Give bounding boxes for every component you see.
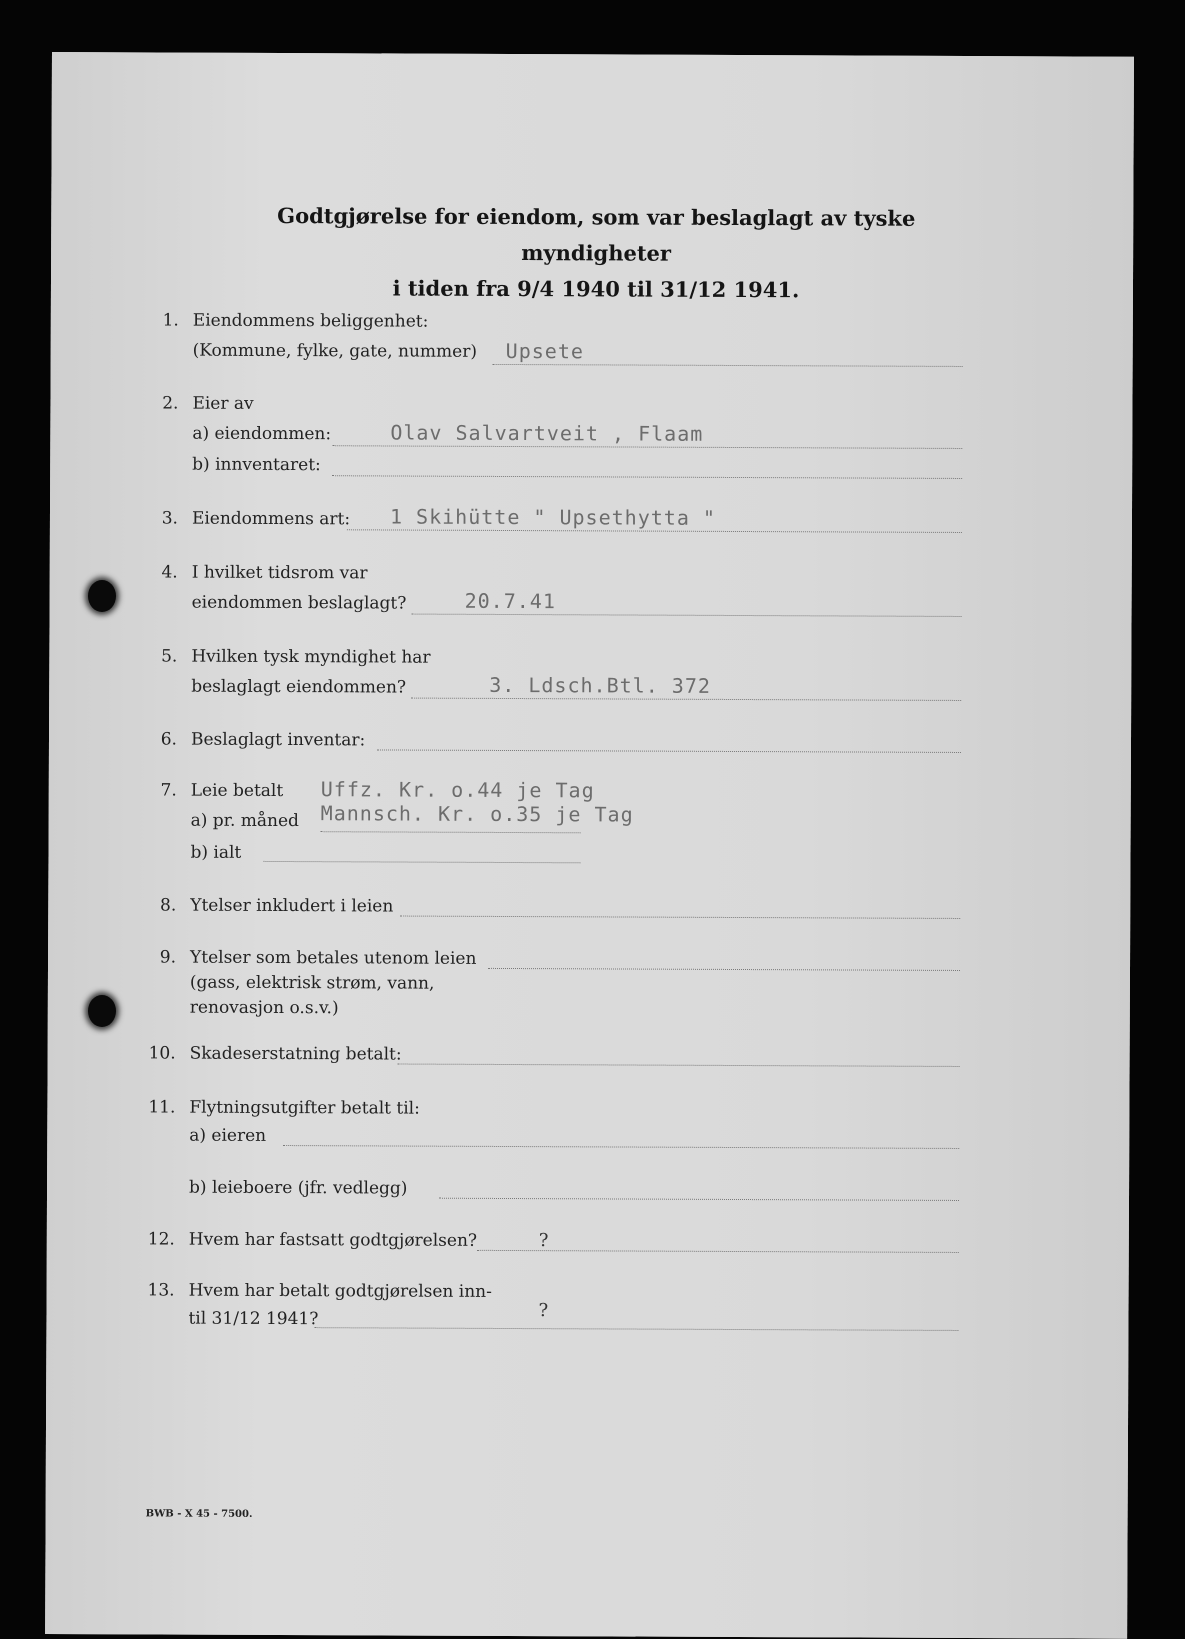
punch-hole (88, 995, 116, 1027)
item-label: (gass, elektrisk strøm, vann, (189, 972, 435, 994)
item-label: Eiendommens art: (191, 508, 351, 530)
item-label: a) pr. måned (190, 810, 299, 832)
item-label: b) leieboere (jfr. vedlegg) (189, 1177, 408, 1199)
typed-property-type: 1 Skihütte " Upsethytta " (389, 504, 717, 530)
item-label: b) innventaret: (192, 454, 321, 476)
fill-line (321, 831, 581, 833)
item-label: beslaglagt eiendommen? (191, 676, 407, 698)
item-label: I hvilket tidsrom var (191, 562, 368, 584)
item-number: 3. (161, 508, 179, 529)
fill-line (412, 614, 962, 617)
form-title (201, 198, 991, 309)
item-number: 11. (148, 1097, 176, 1118)
fill-line (477, 1250, 959, 1253)
typed-owner: Olav Salvartveit , Flaam (390, 420, 704, 446)
item-number: 2. (162, 393, 179, 414)
answer-question-mark: ? (538, 1230, 549, 1252)
item-number: 8. (159, 895, 177, 916)
fill-line (347, 529, 962, 533)
item-label: Eier av (192, 393, 254, 414)
fill-line (493, 364, 963, 367)
item-label: b) ialt (190, 842, 242, 863)
item-label: a) eieren (189, 1125, 267, 1146)
item-label: eiendommen beslaglagt? (191, 592, 407, 614)
item-label: Skadeserstatning betalt: (189, 1043, 402, 1065)
typed-date: 20.7.41 (464, 588, 556, 614)
fill-line (398, 1064, 960, 1067)
fill-line (332, 445, 962, 449)
typed-authority: 3. Ldsch.Btl. 372 (489, 672, 711, 698)
title-line-2: i tiden fra 9/4 1940 til 31/12 1941. (392, 275, 800, 303)
item-label: a) eiendommen: (192, 423, 332, 445)
fill-line (411, 698, 961, 701)
form-code: BWB - X 45 - 7500. (145, 1508, 253, 1520)
fill-line (263, 861, 580, 863)
item-label: Eiendommens beliggenhet: (192, 310, 429, 332)
item-number: 5. (161, 646, 178, 667)
item-number: 12. (147, 1229, 175, 1250)
title-line-1: Godtgjørelse for eiendom, som var beslaglagt av tyske myndigheter (277, 202, 916, 266)
form-page (45, 52, 1134, 1639)
fill-line (400, 916, 960, 919)
item-label: (Kommune, fylke, gate, nummer) (192, 340, 478, 362)
fill-line (332, 475, 962, 479)
item-number: 9. (159, 947, 177, 968)
item-label: Beslaglagt inventar: (190, 729, 366, 751)
typed-location: Upsete (505, 338, 585, 364)
item-label: Ytelser inkludert i leien (190, 895, 394, 917)
item-label: Hvem har betalt godtgjørelsen inn- (188, 1280, 492, 1302)
item-label: Ytelser som betales utenom leien (190, 947, 477, 969)
fill-line (377, 749, 961, 753)
punch-hole (88, 580, 116, 612)
typed-rent-line-1: Uffz. Kr. o.44 je Tag (320, 777, 595, 803)
item-label: Hvilken tysk myndighet har (191, 646, 431, 668)
fill-line (488, 968, 960, 971)
item-label: Flytningsutgifter betalt til: (189, 1097, 420, 1119)
item-number: 1. (162, 310, 179, 331)
item-number: 13. (147, 1280, 175, 1301)
item-label: til 31/12 1941? (188, 1308, 319, 1330)
item-number: 4. (161, 562, 178, 583)
fill-line (439, 1198, 959, 1201)
typed-rent-line-2: Mannsch. Kr. o.35 je Tag (320, 801, 634, 827)
item-number: 7. (160, 780, 177, 801)
fill-line (314, 1327, 958, 1331)
item-label: renovasjon o.s.v.) (189, 997, 339, 1019)
fill-line (283, 1145, 959, 1149)
item-number: 6. (160, 729, 178, 750)
answer-question-mark: ? (538, 1300, 549, 1322)
item-number: 10. (148, 1043, 176, 1064)
item-label: Leie betalt (190, 780, 284, 802)
item-label: Hvem har fastsatt godtgjørelsen? (188, 1229, 478, 1251)
